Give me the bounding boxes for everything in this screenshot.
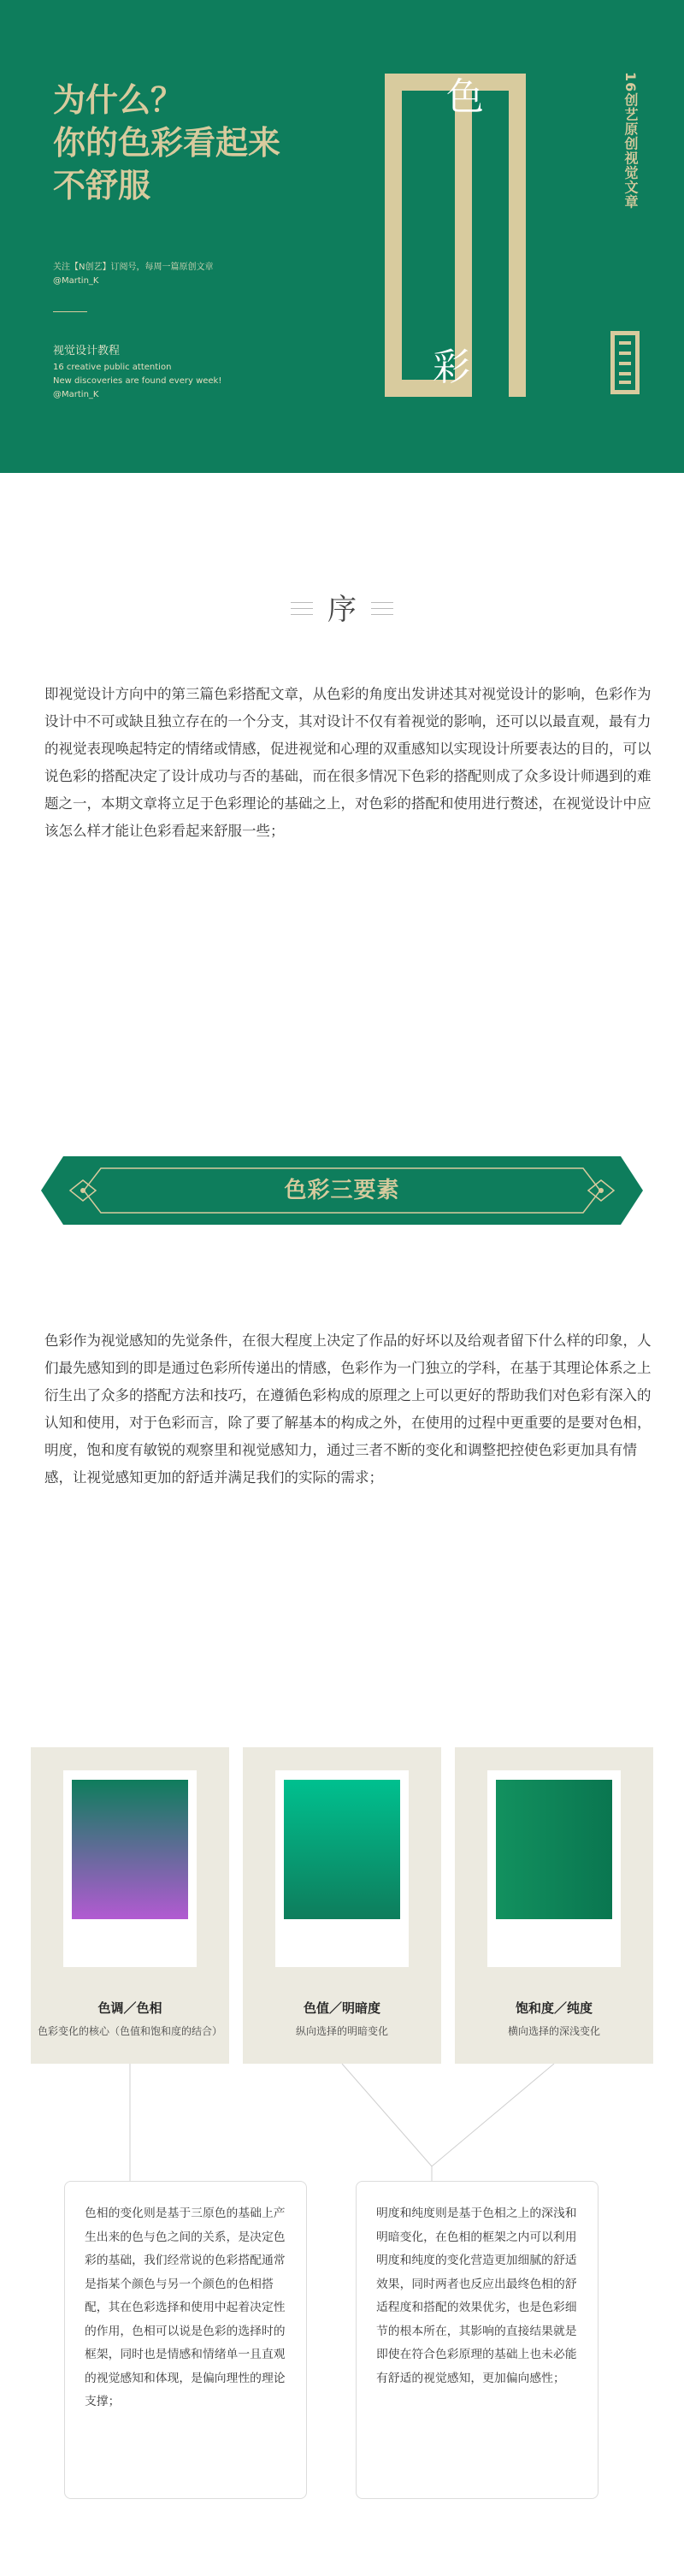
card-subtitle: 横向选择的深浅变化 [507,2025,600,2037]
note-hue: 色相的变化则是基于三原色的基础上产生出来的色与色之间的关系，是决定色彩的基础，我们经常说的色彩搭配通常是指某个颜色与另一个颜色的色相搭配，其在色彩选择和使用中起着决定性的作用，色相可以说是色彩的选择时的框架，同时也是情感和情绪单一且直观的视觉感知和体现，是偏向理性的理论支撑； [64,2181,307,2499]
banner-title: 色彩三要素 [284,1178,400,1203]
preface-right-lines [371,602,393,620]
card-title: 饱和度／纯度 [515,2000,593,2016]
series-author-handle: @Martin_K [53,390,99,399]
hero-divider [53,311,87,312]
hero-follow-block [53,261,344,288]
follow-text: 关注【N创艺】订阅号，每周一篇原创文章 [53,263,214,272]
brand-logo-icon [609,329,641,396]
preface-paragraph: 即视觉设计方向中的第三篇色彩搭配文章，从色彩的角度出发讲述其对视觉设计的影响，色彩作为设计中不可或缺且独立存在的一个分支，其对设计不仅有着视觉的影响，还可以以最直观，最有力的视觉表现唤起特定的情绪或情感，促进视觉和心理的双重感知以实现设计所要表达的目的，可以说色彩的搭配决定了设计成功与否的基础，而在很多情况下色彩的搭配则成了众多设计师遇到的难题之一，本期文章将立足于色彩理论的基础之上，对色彩的搭配和使用进行赘述，在视觉设计中应该怎么样才能让色彩看起来舒服一些； [44,686,652,839]
hero-title-line-1: 为什么？ [53,81,184,119]
card-title: 色调／色相 [97,2000,162,2016]
logo-char-hue: 彩 [433,346,470,389]
note-value-saturation: 明度和纯度则是基于色相之上的深浅和明暗变化，在色相的框架之内可以利用明度和纯度的变化营造更加细腻的舒适效果，同时两者也反应出最终色相的舒适程度和搭配的效果优劣，也是色彩细节的根本所在，其影响的直接结果就是即使在符合色彩原理的基础上也未必能有舒适的视觉感知，更加偏向感性； [356,2181,598,2499]
card-title: 色值／明暗度 [303,2000,380,2016]
card-hue [31,1747,229,2064]
hero-series-block [53,342,344,402]
tagline-1: 16 creative public attention [53,363,172,372]
swatch-value-gradient [284,1780,400,1919]
vertical-caption: 16创艺原创视觉文章 [622,72,639,210]
card-subtitle: 纵向选择的明暗变化 [295,2025,388,2037]
logo-char-color: 色 [446,75,484,119]
section-intro-paragraph: 色彩作为视觉感知的先觉条件，在很大程度上决定了作品的好坏以及给观者留下什么样的印象，人们最先感知到的即是通过色彩所传递出的情感，色彩作为一门独立的学科，在基于其理论体系之上衍生出了众多的搭配方法和技巧，在遵循色彩构成的原理之上可以更好的帮助我们对色彩有深入的认知和使用，对于色彩而言，除了要了解基本的构成之外，在使用的过程中更重要的是要对色相，明度，饱和度有敏锐的观察里和视觉感知力，通过三者不断的变化和调整把控使色彩更加具有情感，让视觉感知更加的舒适并满足我们的实际的需求； [44,1332,652,1486]
series-title: 视觉设计教程 [53,345,121,357]
hero-title [53,79,378,207]
preface-heading [0,590,684,633]
preface-left-lines [291,602,313,620]
hero-title-line-3: 不舒服 [53,167,151,204]
card-saturation [455,1747,653,2064]
author-handle: @Martin_K [53,276,99,286]
card-subtitle: 色彩变化的核心（色值和饱和度的结合） [37,2025,222,2037]
swatch-frame [487,1770,621,1967]
swatch-saturation-gradient [496,1780,612,1919]
tagline-2: New discoveries are found every week! [53,376,222,386]
swatch-hue-gradient [72,1780,188,1919]
swatch-frame [63,1770,197,1967]
swatch-frame [275,1770,409,1967]
hero-title-line-2: 你的色彩看起来 [53,124,281,162]
card-value [243,1747,441,2064]
preface-title: 序 [327,593,357,627]
color-logo-mark [385,74,526,397]
connector-lines [0,2064,684,2201]
hero-banner [0,0,684,473]
section-banner [41,1156,643,1225]
